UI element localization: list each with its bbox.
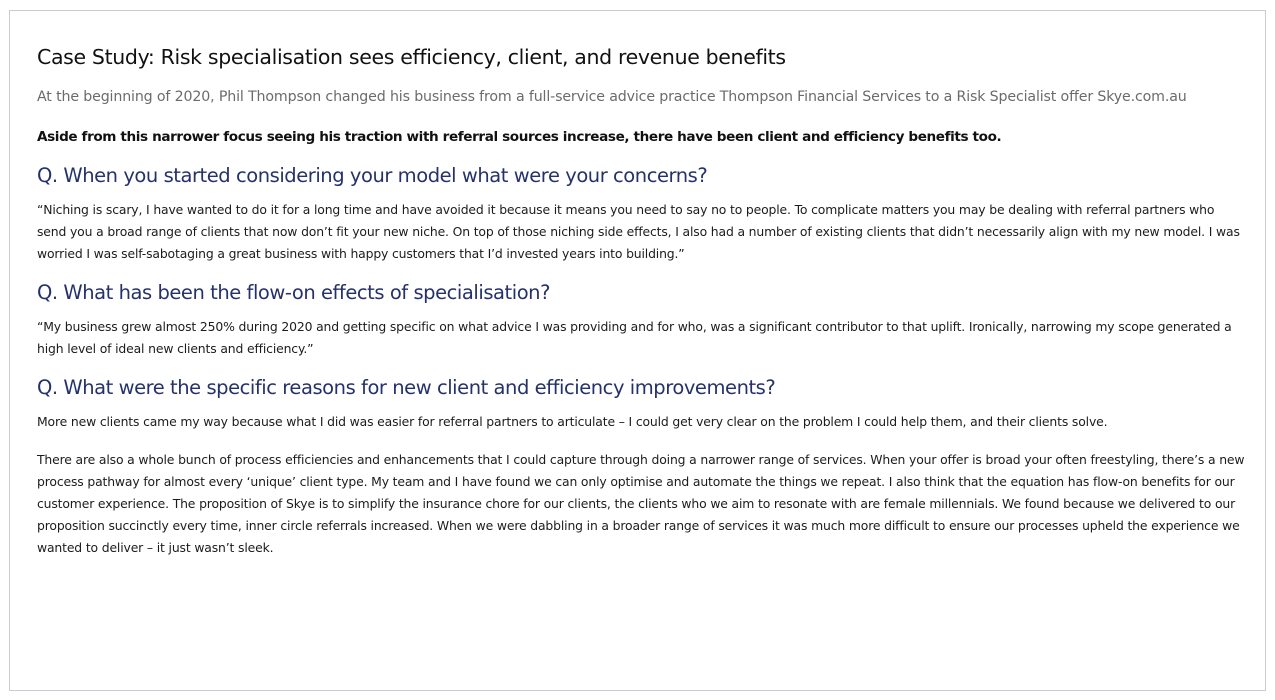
answer-paragraph: “Niching is scary, I have wanted to do it for a long time and have avoided it because it means you need to say no to people. To complicate matters you may be dealing with referral partners who send you a broad range of clients that now don’t fit your new niche. On top of those niching side effects, I also had a number of existing clients that didn’t necessarily align with my new model. I was worried I was self-sabotaging a great business with happy customers that I’d invested years into building.” xyxy=(37,202,1240,261)
article-intro: At the beginning of 2020, Phil Thompson changed his business from a full-service advice practice Thompson Financial Services to a Risk Specialist offer Skye.com.au xyxy=(37,89,1187,105)
answer-paragraph: More new clients came my way because what I did was easier for referral partners to articulate – I could get very clear on the problem I could help them, and their clients solve. xyxy=(37,414,1108,429)
question-heading-flow-on-effects: Q. What has been the flow-on effects of specialisation? xyxy=(37,281,550,304)
article-lead: Aside from this narrower focus seeing his traction with referral sources increase, there have been client and efficiency benefits too. xyxy=(37,129,1002,145)
answer-paragraph: “My business grew almost 250% during 2020 and getting specific on what advice I was providing and for who, was a significant contributor to that uplift. Ironically, narrowing my scope generated a high level of ideal new clients and efficiency.” xyxy=(37,319,1232,356)
article-title: Case Study: Risk specialisation sees efficiency, client, and revenue benefits xyxy=(37,45,786,69)
question-heading-specific-reasons: Q. What were the specific reasons for new client and efficiency improvements? xyxy=(37,376,776,399)
question-heading-concerns: Q. When you started considering your model what were your concerns? xyxy=(37,164,708,187)
answer-paragraph: There are also a whole bunch of process efficiencies and enhancements that I could capture through doing a narrower range of services. When your offer is broad your often freestyling, there’s a new process pathway for almost every ‘unique’ client type. My team and I have found we can only optimise and automate the things we repeat. I also think that the equation has flow-on benefits for our customer experience. The proposition of Skye is to simplify the insurance chore for our clients, the clients who we aim to resonate with are female millennials. We found because we delivered to our proposition succinctly every time, inner circle referrals increased. When we were dabbling in a broader range of services it was much more difficult to ensure our processes upheld the experience we wanted to deliver – it just wasn’t sleek. xyxy=(37,452,1245,555)
case-study-card xyxy=(9,10,1266,691)
